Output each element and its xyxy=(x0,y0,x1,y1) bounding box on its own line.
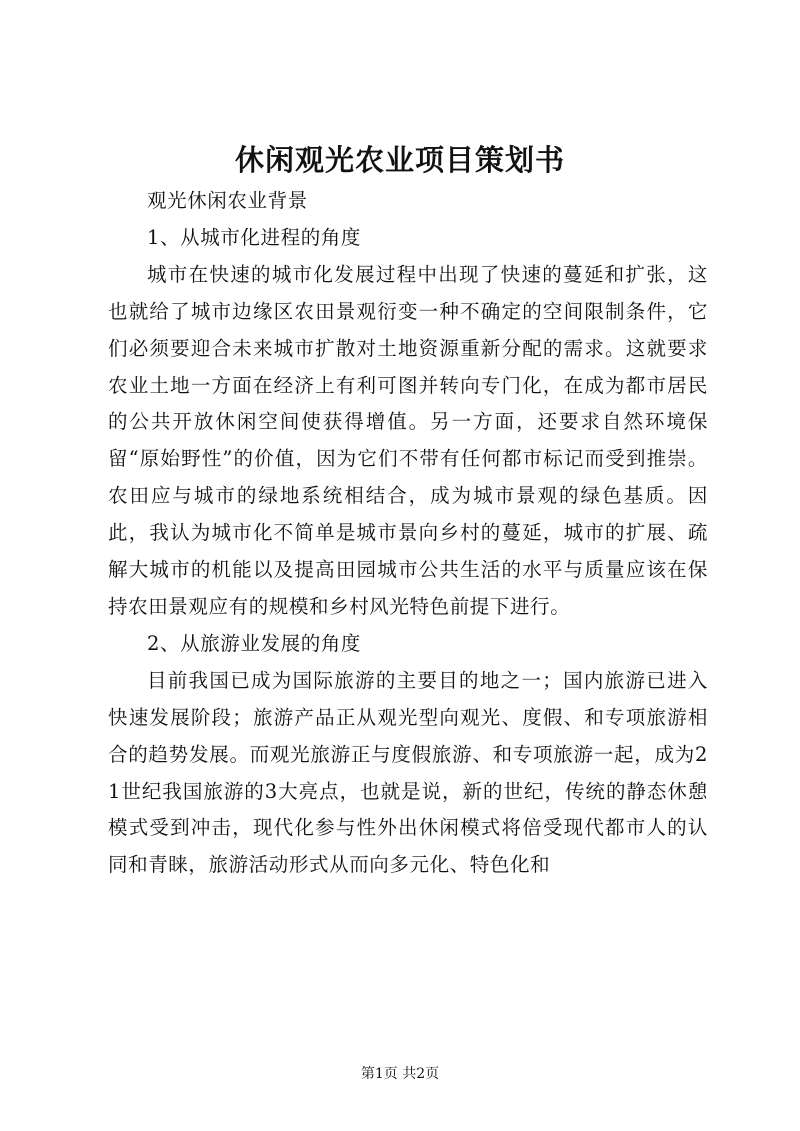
section-heading-tourism: 2、从旅游业发展的角度 xyxy=(147,631,362,655)
page-number-footer: 第1页 共2页 xyxy=(360,1066,440,1082)
document-body xyxy=(108,183,708,884)
section-heading-urbanization: 1、从城市化进程的角度 xyxy=(147,225,362,249)
document-title: 休闲观光农业项目策划书 xyxy=(234,143,565,177)
section-heading-background: 观光休闲农业背景 xyxy=(147,189,308,212)
paragraph-tourism: 目前我国已成为国际旅游的主要目的地之一；国内旅游已进入快速发展阶段；旅游产品正从观光型向观光、度假、和专项旅游相合的趋势发展。而观光旅游正与度假旅游、和专项旅游一起，成为21世纪我国旅游的3大亮点，也就是说，新的世纪，传统的静态休憩模式受到冲击，现代化参与性外出休闲模式将倍受现代都市人的认同和青睐，旅游活动形式从而向多元化、特色化和 xyxy=(108,668,708,877)
paragraph-urbanization: 城市在快速的城市化发展过程中出现了快速的蔓延和扩张，这也就给了城市边缘区农田景观衍变一种不确定的空间限制条件，它们必须要迎合未来城市扩散对土地资源重新分配的需求。这就要求农业土地一方面在经济上有利可图并转向专门化，在成为都市居民的公共开放休闲空间使获得增值。另一方面，还要求自然环境保留“原始野性”的价值，因为它们不带有任何都市标记而受到推崇。农田应与城市的绿地系统相结合，成为城市景观的绿色基质。因此，我认为城市化不简单是城市景向乡村的蔓延，城市的扩展、疏解大城市的机能以及提高田园城市公共生活的水平与质量应该在保持农田景观应有的规模和乡村风光特色前提下进行。 xyxy=(108,262,708,618)
